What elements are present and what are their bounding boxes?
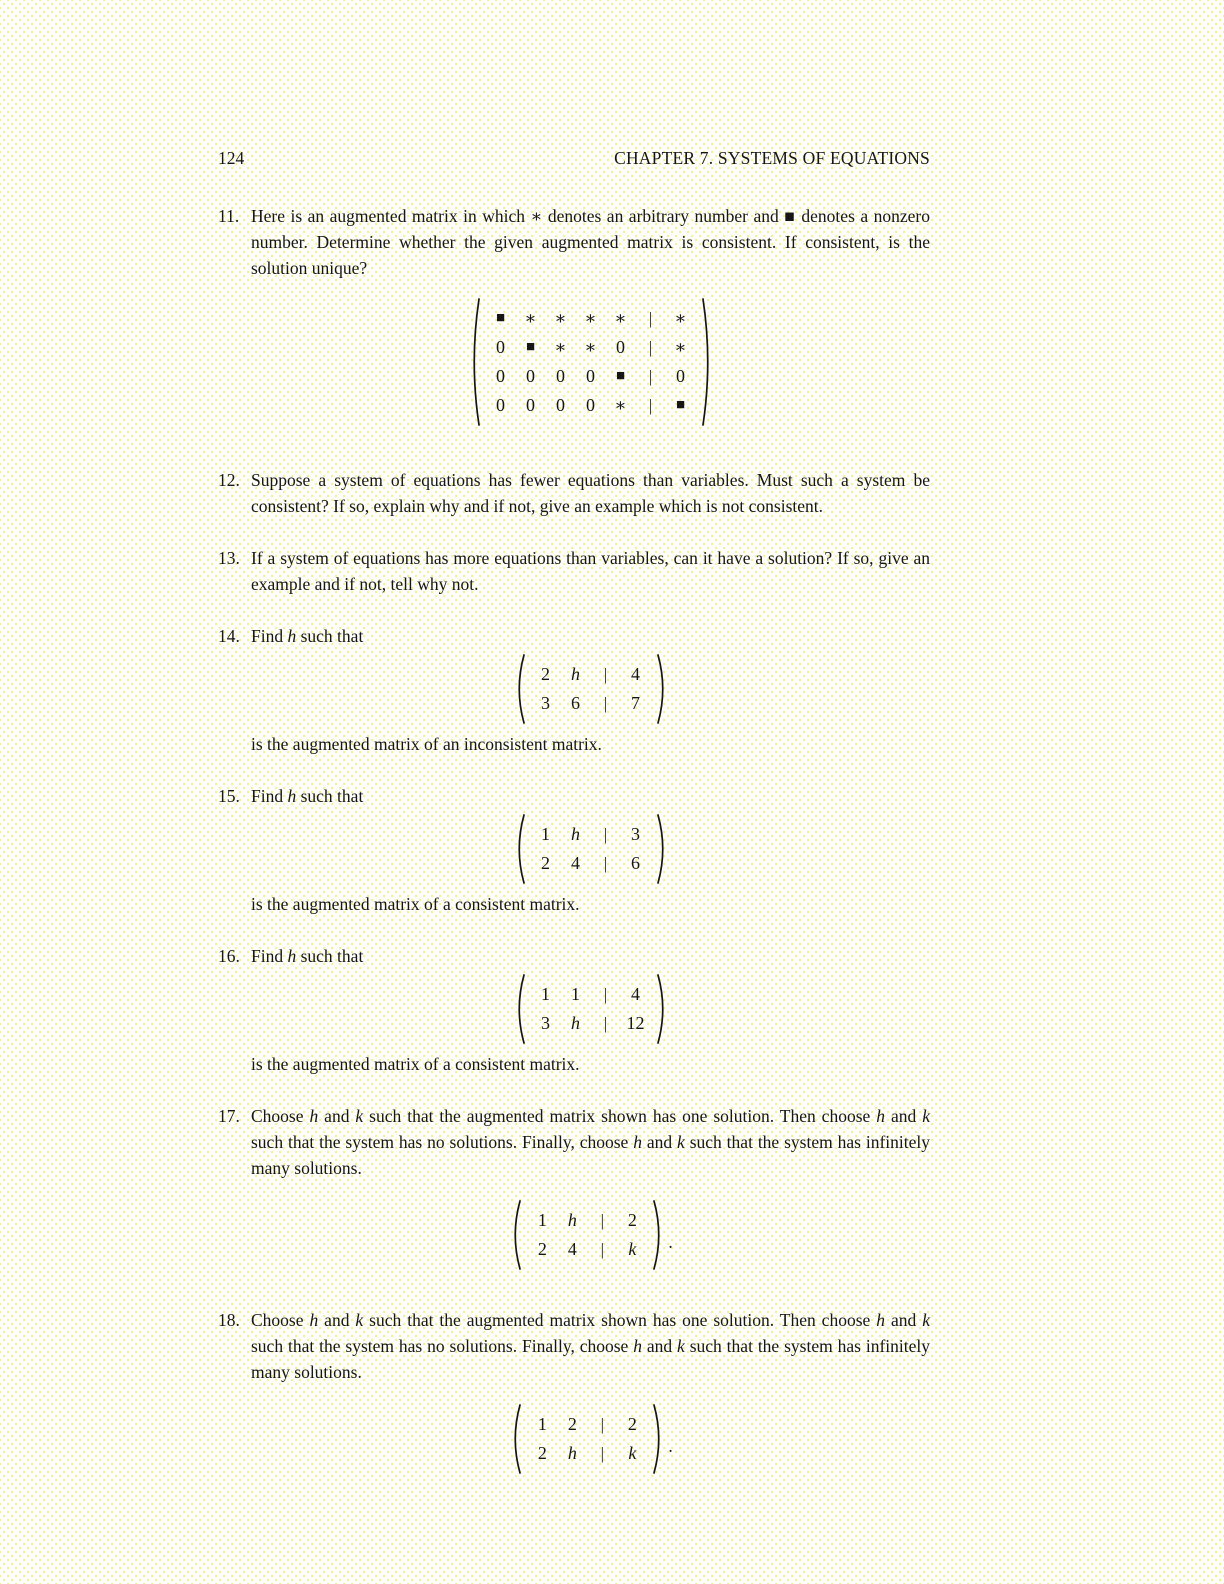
problem-11 — [218, 203, 930, 441]
matrix-cell: 0 — [676, 366, 685, 386]
matrix-cell: 6 — [631, 853, 640, 873]
matrix-cell: 1 — [571, 984, 580, 1004]
problem-number: 14. — [218, 626, 240, 646]
matrix-cell: 2 — [627, 1210, 637, 1230]
matrix-display — [251, 813, 930, 885]
problem-number: 13. — [218, 548, 240, 568]
augment-separator: | — [600, 1240, 605, 1259]
nonzero-square-symbol: ■ — [675, 397, 686, 413]
problem-body — [251, 545, 930, 597]
matrix-cell: h — [567, 1443, 577, 1463]
right-paren-icon — [656, 813, 670, 885]
right-paren-icon — [652, 1403, 666, 1475]
matrix-entries — [527, 1410, 647, 1468]
problem-15 — [218, 783, 930, 917]
problem-17 — [218, 1103, 930, 1281]
matrix-cell: 4 — [631, 984, 640, 1004]
arbitrary-asterisk-symbol: ∗ — [614, 308, 627, 328]
problem-body — [251, 783, 930, 917]
page-content — [218, 148, 930, 1511]
problem-after-text: is the augmented matrix of a consistent matrix. — [251, 1054, 580, 1074]
matrix-cell: 2 — [537, 1443, 547, 1463]
right-paren-icon — [652, 1199, 666, 1271]
left-paren-icon — [508, 1199, 522, 1271]
augmented-matrix — [508, 1403, 672, 1475]
matrix-cell: h — [571, 824, 580, 844]
matrix-cell: 3 — [541, 693, 550, 713]
problem-number: 12. — [218, 470, 240, 490]
arbitrary-asterisk-symbol: ∗ — [554, 337, 567, 357]
right-paren-icon — [656, 653, 670, 725]
matrix-display — [251, 1199, 930, 1271]
matrix-row — [486, 304, 696, 333]
matrix-cell: 1 — [537, 1210, 547, 1230]
matrix-cell: 4 — [631, 664, 640, 684]
arbitrary-asterisk-symbol: ∗ — [674, 337, 687, 357]
augment-separator: | — [648, 367, 653, 386]
left-paren-icon — [512, 653, 526, 725]
problem-body — [251, 623, 930, 757]
matrix-cell: 0 — [526, 366, 535, 386]
augment-separator: | — [600, 1211, 605, 1230]
problem-number: 16. — [218, 946, 240, 966]
matrix-cell: 0 — [586, 395, 595, 415]
matrix-row — [486, 333, 696, 362]
problem-after-text: is the augmented matrix of an inconsistent matrix. — [251, 734, 602, 754]
matrix-cell: 0 — [496, 395, 505, 415]
problem-text: Here is an augmented matrix in which ∗ denotes an arbitrary number and ■ denotes a nonzero number. Determine whether the given augmented matrix is consistent. If consistent, is the solution unique? — [251, 206, 930, 278]
problem-body — [251, 1103, 930, 1281]
augment-separator: | — [600, 1444, 605, 1463]
problem-text: Find h such that — [251, 946, 364, 966]
problem-number: 15. — [218, 786, 240, 806]
left-paren-icon — [508, 1403, 522, 1475]
problem-body — [251, 1307, 930, 1485]
matrix-cell: 7 — [631, 693, 640, 713]
augment-separator: | — [600, 1415, 605, 1434]
augmented-matrix — [512, 973, 670, 1045]
matrix-row — [531, 689, 651, 718]
augment-separator: | — [603, 854, 608, 873]
matrix-row — [531, 849, 651, 878]
augment-separator: | — [603, 825, 608, 844]
problem-body — [251, 203, 930, 441]
problem-number: 17. — [218, 1106, 240, 1126]
matrix-entries — [531, 980, 651, 1038]
matrix-row — [531, 1009, 651, 1038]
matrix-cell: 0 — [526, 395, 535, 415]
matrix-row — [531, 820, 651, 849]
augment-separator: | — [603, 1014, 608, 1033]
problem-after-text: is the augmented matrix of a consistent matrix. — [251, 894, 580, 914]
left-paren-icon — [512, 973, 526, 1045]
matrix-cell: 1 — [537, 1414, 547, 1434]
arbitrary-asterisk-symbol: ∗ — [674, 308, 687, 328]
problem-number: 18. — [218, 1310, 240, 1330]
matrix-row — [531, 980, 651, 1009]
right-paren-icon — [701, 297, 715, 427]
matrix-cell: h — [567, 1210, 577, 1230]
problem-body — [251, 467, 930, 519]
matrix-cell: 0 — [556, 395, 565, 415]
problem-14 — [218, 623, 930, 757]
augment-separator: | — [648, 338, 653, 357]
arbitrary-asterisk-symbol: ∗ — [554, 308, 567, 328]
problem-18 — [218, 1307, 930, 1485]
matrix-entries — [486, 304, 696, 420]
matrix-row — [527, 1439, 647, 1468]
matrix-cell: 2 — [541, 664, 550, 684]
matrix-row — [486, 391, 696, 420]
matrix-cell: k — [628, 1239, 637, 1259]
nonzero-square-symbol: ■ — [615, 368, 626, 384]
matrix-row — [527, 1410, 647, 1439]
matrix-cell: 2 — [537, 1239, 547, 1259]
augment-separator: | — [603, 665, 608, 684]
matrix-cell: 1 — [541, 984, 550, 1004]
page-number: 124 — [218, 148, 245, 168]
matrix-row — [527, 1206, 647, 1235]
matrix-cell: 0 — [496, 337, 505, 357]
nonzero-square-symbol: ■ — [495, 310, 506, 326]
arbitrary-asterisk-symbol: ∗ — [584, 308, 597, 328]
matrix-cell: 0 — [496, 366, 505, 386]
problem-text: Find h such that — [251, 786, 364, 806]
matrix-cell: 1 — [541, 824, 550, 844]
right-paren-icon — [656, 973, 670, 1045]
matrix-display — [251, 297, 930, 427]
arbitrary-asterisk-symbol: ∗ — [524, 308, 537, 328]
matrix-cell: 4 — [567, 1239, 577, 1259]
matrix-cell: 4 — [571, 853, 580, 873]
matrix-entries — [531, 660, 651, 718]
matrix-cell: 2 — [541, 853, 550, 873]
matrix-cell: 2 — [627, 1414, 637, 1434]
matrix-cell: 2 — [567, 1414, 577, 1434]
matrix-display — [251, 973, 930, 1045]
matrix-cell: 12 — [626, 1013, 645, 1033]
augment-separator: | — [603, 985, 608, 1004]
matrix-row — [527, 1235, 647, 1264]
matrix-cell: k — [628, 1443, 637, 1463]
matrix-cell: 3 — [631, 824, 640, 844]
problem-text: Choose h and k such that the augmented matrix shown has one solution. Then choose h and k such that the system has no solutions. Finally, choose h and k such that the system has infinitely many solutions. — [251, 1106, 930, 1178]
problem-12 — [218, 467, 930, 519]
problem-13 — [218, 545, 930, 597]
nonzero-square-symbol: ■ — [525, 339, 536, 355]
augmented-matrix — [508, 1199, 672, 1271]
matrix-cell: 0 — [586, 366, 595, 386]
matrix-display — [251, 653, 930, 725]
matrix-display — [251, 1403, 930, 1475]
augmented-matrix — [467, 297, 715, 427]
problem-number: 11. — [218, 206, 240, 226]
arbitrary-asterisk-symbol: ∗ — [614, 395, 627, 415]
problem-16 — [218, 943, 930, 1077]
augmented-matrix — [512, 653, 670, 725]
problem-text: Find h such that — [251, 626, 364, 646]
augmented-matrix — [512, 813, 670, 885]
augment-separator: | — [648, 396, 653, 415]
chapter-title: CHAPTER 7. SYSTEMS OF EQUATIONS — [614, 148, 930, 168]
trailing-period: . — [668, 1435, 673, 1456]
augment-separator: | — [603, 694, 608, 713]
page-header — [218, 148, 930, 169]
matrix-cell: 6 — [571, 693, 580, 713]
augment-separator: | — [648, 309, 653, 328]
matrix-entries — [527, 1206, 647, 1264]
left-paren-icon — [467, 297, 481, 427]
matrix-cell: 0 — [616, 337, 625, 357]
matrix-cell: h — [571, 1013, 580, 1033]
matrix-cell: 0 — [556, 366, 565, 386]
matrix-entries — [531, 820, 651, 878]
problem-text: Choose h and k such that the augmented matrix shown has one solution. Then choose h and k such that the system has no solutions. Finally, choose h and k such that the system has infinitely many solutions. — [251, 1310, 930, 1382]
matrix-cell: 3 — [541, 1013, 550, 1033]
matrix-row — [486, 362, 696, 391]
trailing-period: . — [668, 1231, 673, 1252]
problem-text: If a system of equations has more equations than variables, can it have a solution? If so, give an example and if not, tell why not. — [251, 548, 930, 594]
left-paren-icon — [512, 813, 526, 885]
matrix-cell: h — [571, 664, 580, 684]
problem-text: Suppose a system of equations has fewer equations than variables. Must such a system be consistent? If so, explain why and if not, give an example which is not consistent. — [251, 470, 930, 516]
matrix-row — [531, 660, 651, 689]
problem-body — [251, 943, 930, 1077]
arbitrary-asterisk-symbol: ∗ — [584, 337, 597, 357]
